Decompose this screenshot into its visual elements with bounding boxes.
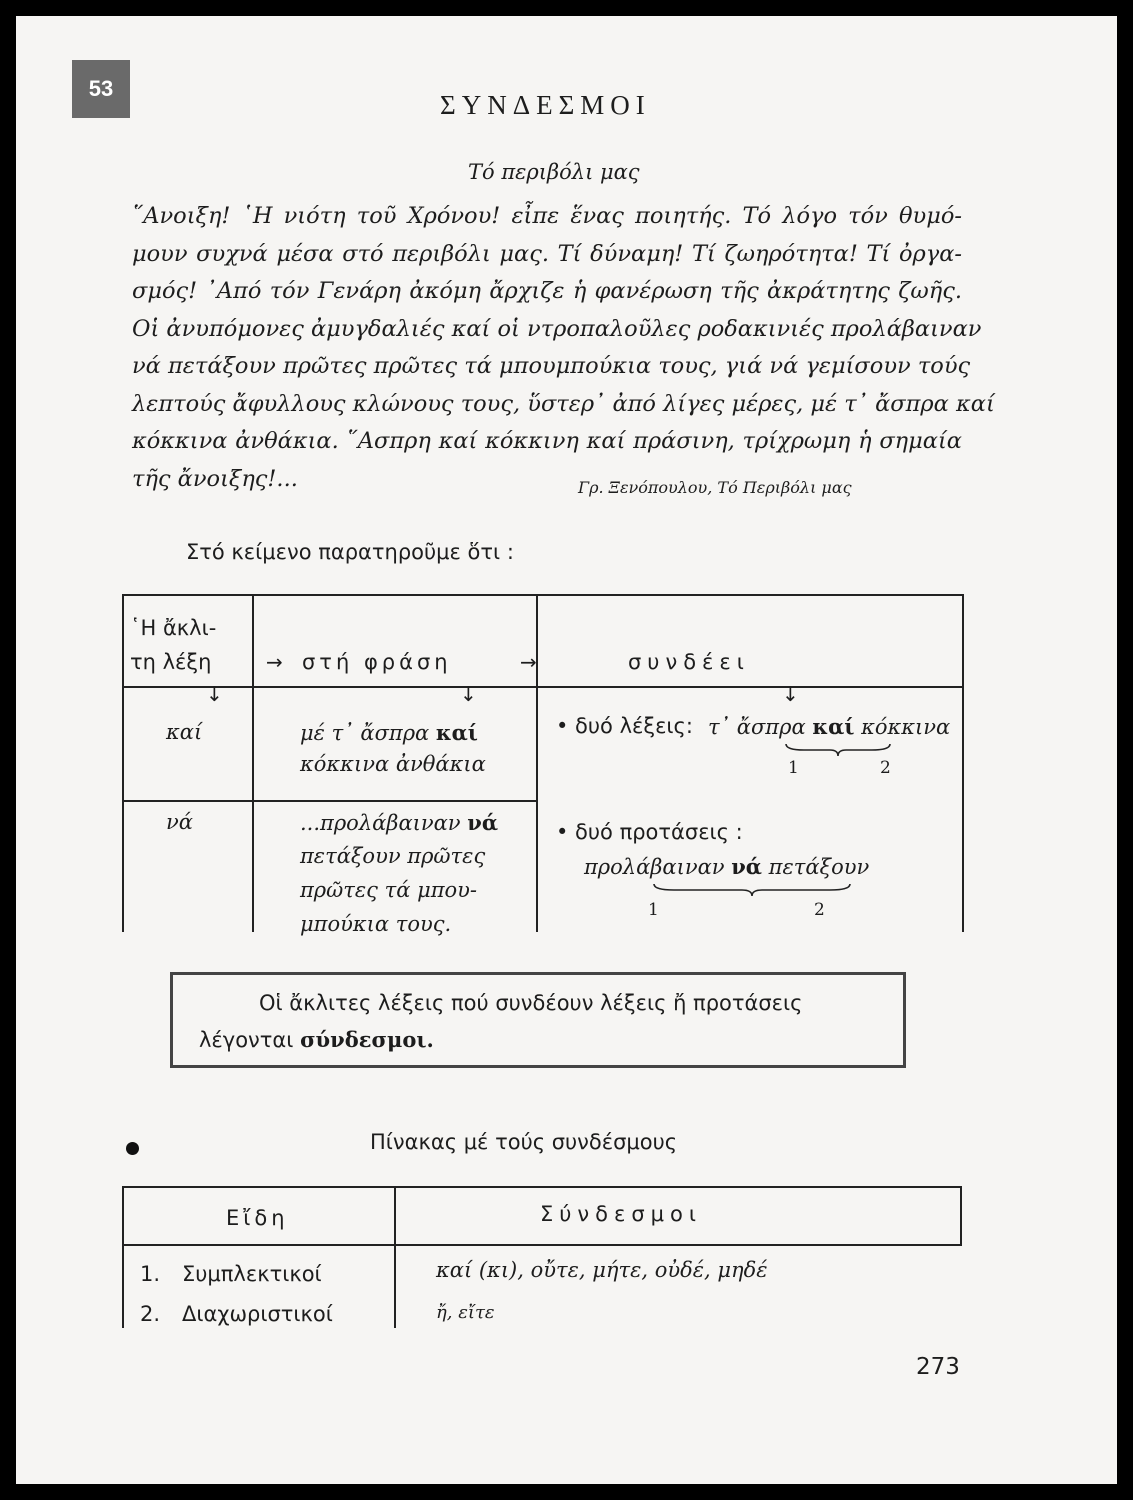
row2-word: νά: [166, 810, 193, 834]
excerpt-line: μουν συχνά μέσα στό περιβόλι μας. Τί δύναμη! Τί ζωηρότητα! Τί ὀργα-: [132, 240, 962, 267]
chapter-title: ΣΥΝΔΕΣΜΟΙ: [440, 90, 651, 120]
textbook-page: [16, 16, 1117, 1484]
excerpt-paragraph: [132, 198, 995, 498]
header-word-line2: τη λέξη: [130, 650, 212, 674]
row1-number-2: 2: [880, 758, 891, 778]
excerpt-line: σμός! ᾽Από τόν Γενάρη ἀκόμη ἄρχιζε ἡ φανέρωση τῆς ἀκράτητης ζωῆς.: [132, 278, 962, 304]
row1-phrase-line1: μέ τ᾽ ἄσπρα καί: [300, 720, 478, 745]
definition-box: [170, 972, 906, 1068]
analysis-table-left-border: [122, 594, 124, 932]
excerpt-title: Τό περιβόλι μας: [468, 160, 640, 184]
table-row-num: 2.: [140, 1302, 161, 1326]
analysis-intro: Στό κείμενο παρατηροῦμε ὅτι :: [186, 540, 514, 564]
row1-example: τ᾽ ἄσπρα καί κόκκινα: [708, 714, 951, 739]
arrow-down-icon: ↓: [206, 682, 223, 706]
row2-number-1: 1: [648, 900, 659, 920]
header-word-line1: ῾Η ἄκλι-: [130, 616, 217, 640]
table-row-conjunctions: ἤ, εἴτε: [436, 1302, 495, 1323]
row2-phrase-line3: πρῶτες τά μπου-: [300, 878, 478, 902]
page-number: 273: [916, 1354, 960, 1380]
col-kinds-header: Εἴδη: [226, 1206, 289, 1230]
excerpt-line: τῆς ἄνοιξης!...: [132, 465, 298, 492]
row2-connects-label: • δυό προτάσεις :: [556, 820, 743, 844]
col-conjunctions-header: Σύνδεσμοι: [540, 1202, 702, 1226]
analysis-table-right-border: [962, 594, 964, 932]
conj-table-right-border: [960, 1186, 962, 1246]
row2-phrase-line4: μπούκια τους.: [300, 912, 452, 936]
row2-example: προλάβαιναν νά πετάξουν: [584, 854, 870, 879]
excerpt-source: Γρ. Ξενόπουλου, Τό Περιβόλι μας: [578, 478, 852, 497]
table-row-conjunctions: καί (κι), οὔτε, μήτε, οὐδέ, μηδέ: [436, 1258, 768, 1282]
underbrace-icon: [784, 742, 892, 758]
conj-table-divider: [394, 1186, 396, 1328]
row1-word: καί: [166, 720, 203, 744]
underbrace-icon: [652, 882, 852, 898]
definition-line2: λέγονται σύνδεσμοι.: [199, 1027, 434, 1052]
row1-number-1: 1: [788, 758, 799, 778]
bullet-icon: [126, 1142, 139, 1155]
conj-table-left-border: [122, 1186, 124, 1328]
row1-phrase-line2: κόκκινα ἀνθάκια: [300, 752, 486, 776]
arrow-right-icon: →: [520, 650, 537, 674]
conjunctions-table-heading: Πίνακας μέ τούς συνδέσμους: [370, 1130, 678, 1154]
excerpt-line: κόκκινα ἀνθάκια. ῞Ασπρη καί κόκκινη καί πράσινη, τρίχρωμη ἡ σημαία: [132, 428, 962, 454]
excerpt-line: Οἱ ἀνυπόμονες ἀμυγδαλιές καί οἱ ντροπαλοῦλες ροδακινιές προλάβαιναν: [132, 315, 982, 342]
excerpt-line: νά πετάξουν πρῶτες πρῶτες τά μπουμπούκια τους, γιά νά γεμίσουν τούς: [132, 353, 971, 379]
row2-number-2: 2: [814, 900, 825, 920]
table-row-num: 1.: [140, 1262, 161, 1286]
arrow-right-icon: →: [266, 650, 283, 674]
header-connects: συνδέει: [628, 650, 750, 674]
analysis-table-row-rule: [122, 800, 536, 802]
lesson-number-badge: 53: [72, 60, 130, 118]
analysis-table-top-border: [122, 594, 964, 596]
table-row-kind: Διαχωριστικοί: [182, 1302, 333, 1326]
row2-phrase-line1: ...προλάβαιναν νά: [300, 810, 498, 835]
analysis-table-divider-1: [252, 594, 254, 932]
conj-table-header-rule: [122, 1244, 962, 1246]
arrow-down-icon: ↓: [460, 682, 477, 706]
arrow-down-icon: ↓: [782, 682, 799, 706]
conj-table-top-border: [122, 1186, 962, 1188]
row2-phrase-line2: πετάξουν πρῶτες: [300, 844, 486, 868]
row1-connects-label: • δυό λέξεις:: [556, 714, 693, 738]
header-phrase: στή φράση: [302, 650, 452, 674]
analysis-table-header-rule: [122, 686, 964, 688]
table-row-kind: Συμπλεκτικοί: [182, 1262, 322, 1286]
definition-line1: Οἱ ἄκλιτες λέξεις πού συνδέουν λέξεις ἤ προτάσεις: [259, 991, 803, 1015]
excerpt-line: λεπτούς ἄφυλλους κλώνους τους, ὕστερ᾽ ἀπό λίγες μέρες, μέ τ᾽ ἄσπρα καί: [132, 390, 995, 417]
excerpt-line: ῞Ανοιξη! ῾Η νιότη τοῦ Χρόνου! εἶπε ἕνας ποιητής. Τό λόγο τόν θυμό-: [132, 203, 962, 229]
